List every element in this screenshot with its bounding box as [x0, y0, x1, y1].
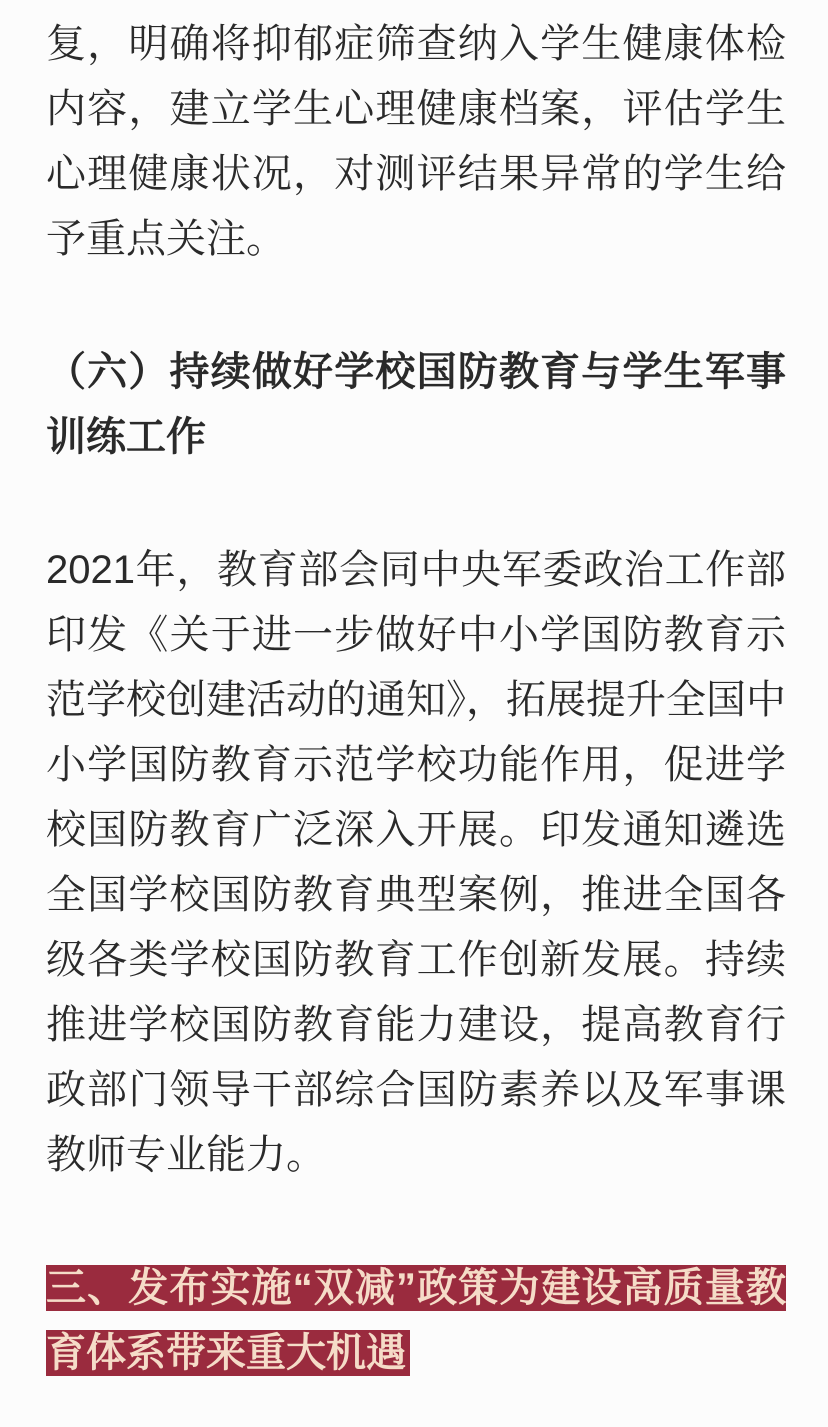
body-paragraph-mental-health: 复，明确将抑郁症筛查纳入学生健康体检内容，建立学生心理健康档案，评估学生心理健康状况，对测评结果异常的学生给予重点关注。: [46, 22, 786, 261]
section-heading-double-reduction: [46, 1256, 786, 1386]
subsection-heading-defense-education: （六）持续做好学校国防教育与学生军事训练工作: [46, 350, 786, 459]
section-heading-highlight: 三、发布实施“双减”政策为建设高质量教育体系带来重大机遇: [46, 1266, 786, 1375]
body-paragraph-defense-education: 2021年，教育部会同中央军委政治工作部印发《关于进一步做好中小学国防教育示范学校创建活动的通知》，拓展提升全国中小学国防教育示范学校功能作用，促进学校国防教育广泛深入开展。印发通知遴选全国学校国防教育典型案例，推进全国各级各类学校国防教育工作创新发展。持续推进学校国防教育能力建设，提高教育行政部门领导干部综合国防素养以及军事课教师专业能力。: [46, 548, 786, 1177]
